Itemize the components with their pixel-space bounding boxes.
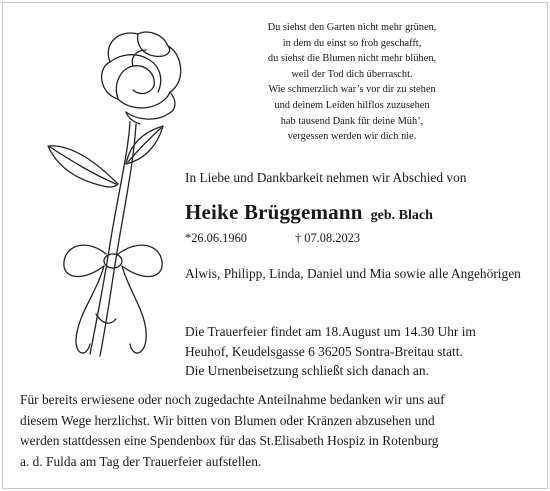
poem-line: hab tausend Dank für deine Müh’, (280, 115, 424, 127)
poem-line: Du siehst den Garten nicht mehr grünen, (267, 22, 437, 33)
service-line: Heuhof, Keudelsgasse 6 36205 Sontra-Breitau statt. (185, 343, 463, 359)
closing-line: Für bereits erwiesene oder noch zugedachte Anteilnahme bedanken wir uns auf (20, 392, 445, 407)
service-info (185, 322, 535, 381)
birth-name: geb. Blach (370, 208, 433, 223)
poem-line: Wie schmerzlich war’s vor dir zu stehen (268, 84, 436, 96)
death-date: † 07.08.2023 (295, 231, 361, 245)
rose-icon (18, 14, 208, 384)
service-line: Die Trauerfeier findet am 18.August um 14.30 Uhr im (185, 324, 476, 339)
poem-line: in dem du einst so froh geschafft, (282, 37, 422, 49)
poem-line: und deinem Leiden hilflos zuzusehen (274, 99, 430, 111)
farewell-intro: In Liebe und Dankbarkeit nehmen wir Abschied von (185, 170, 467, 185)
birth-date: *26.06.1960 (185, 231, 247, 245)
life-dates (185, 231, 361, 246)
deceased-name: Heike Brüggemann (185, 200, 363, 224)
poem (232, 20, 472, 145)
poem-line: du siehst die Blumen nicht mehr blühen, (267, 53, 437, 65)
service-line: Die Urnenbeisetzung schließt sich danach an. (185, 363, 429, 378)
poem-line: vergessen werden wir dich nie. (287, 131, 417, 143)
mourners: Alwis, Philipp, Linda, Daniel und Mia sowie alle Angehörigen (185, 266, 521, 281)
closing-line: diesem Wege herzlichst. Wir bitten von Blumen oder Kränzen abzusehen und (20, 412, 435, 428)
closing-line: a. d. Fulda am Tag der Trauerfeier aufstellen. (20, 453, 262, 469)
deceased-name-line (185, 200, 433, 225)
closing-note (20, 390, 535, 472)
closing-line: werden stattdessen eine Spendenbox für das St.Elisabeth Hospiz in Rotenburg (20, 433, 439, 448)
poem-line: weil der Tod dich überrascht. (291, 68, 413, 80)
